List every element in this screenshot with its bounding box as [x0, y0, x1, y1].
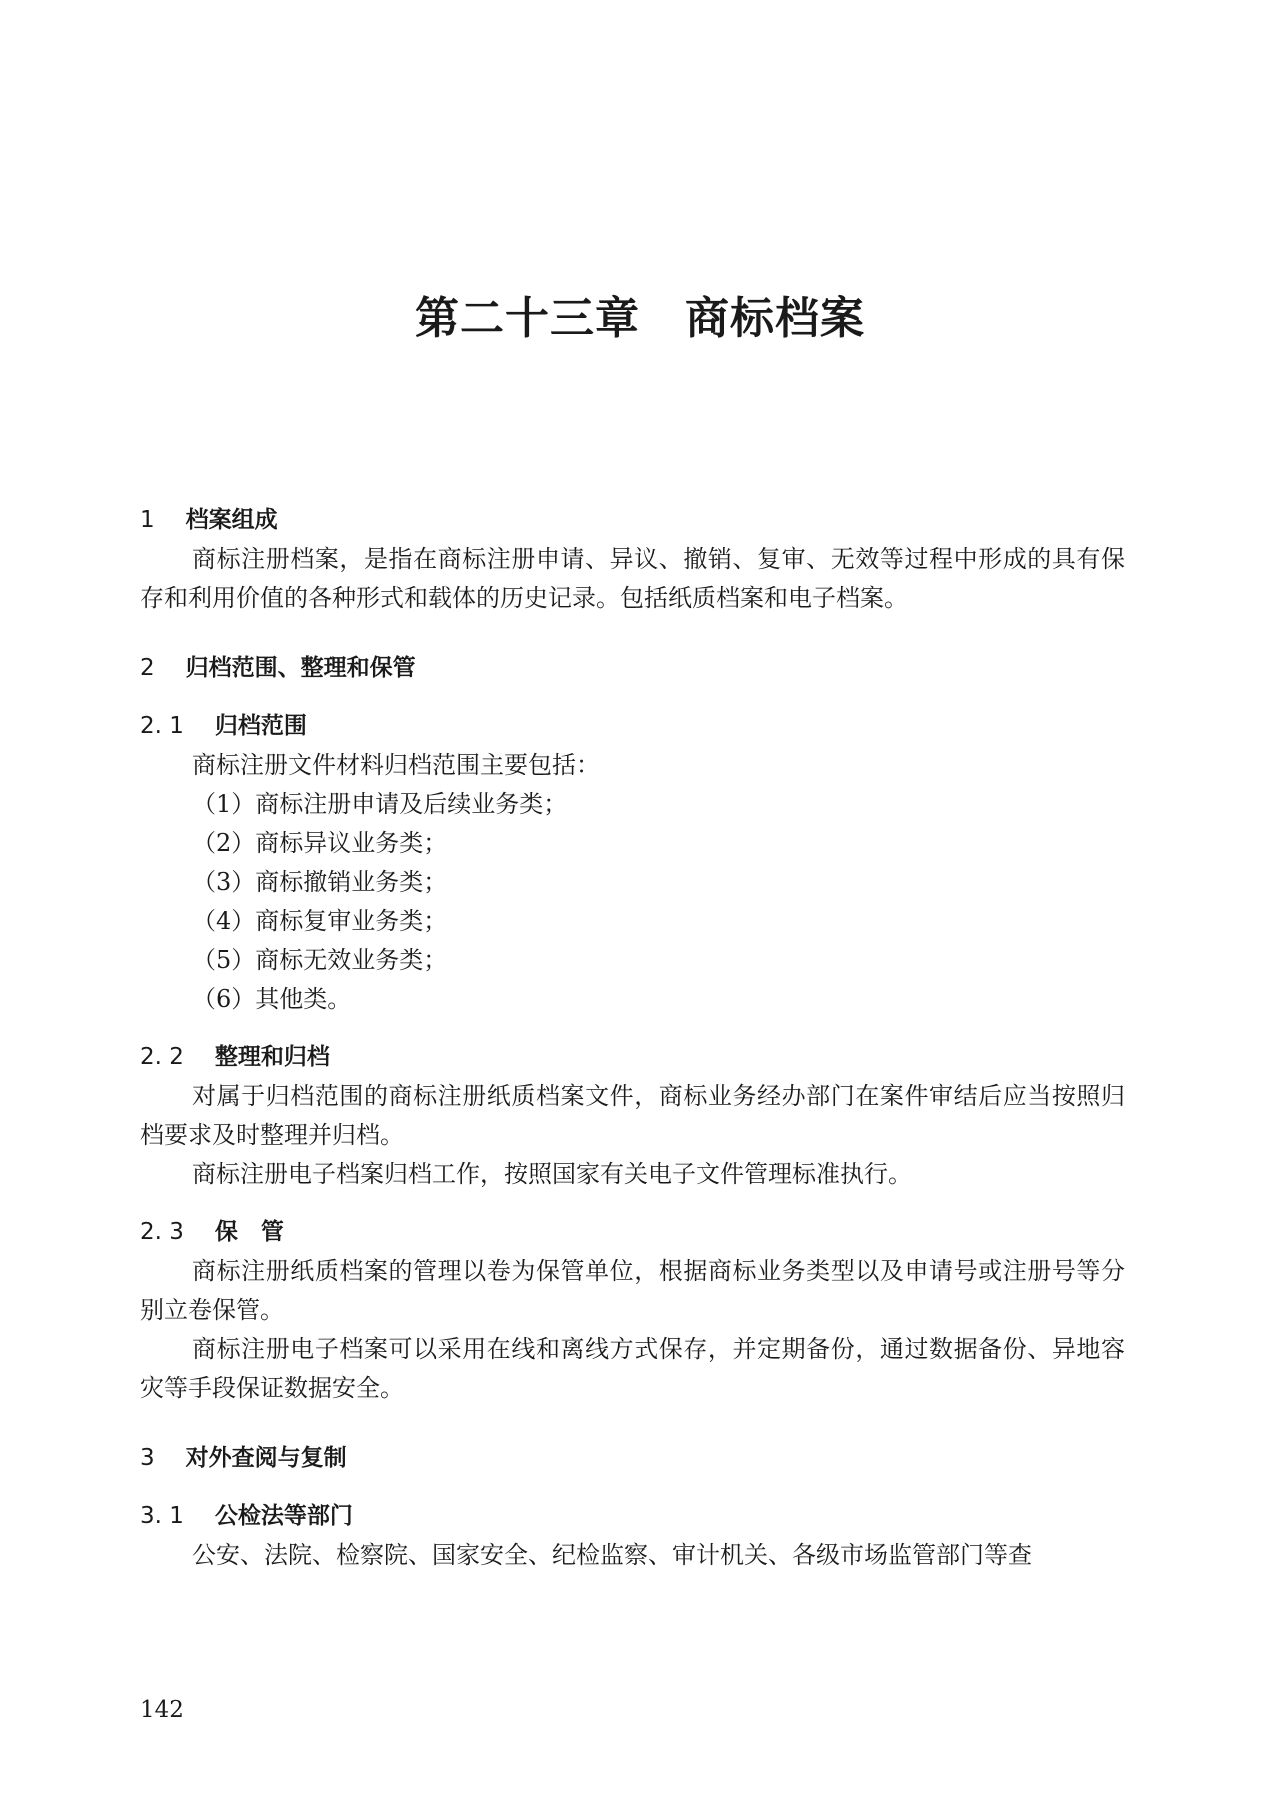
subsection-heading-2-2: [140, 1037, 1125, 1077]
paragraph: 对属于归档范围的商标注册纸质档案文件，商标业务经办部门在案件审结后应当按照归档要求及时整理并归档。: [140, 1082, 1125, 1149]
subsection-title: 保 管: [214, 1219, 284, 1245]
section-number: 1: [140, 507, 155, 533]
list-item: （6）其他类。: [192, 985, 352, 1013]
paragraph: 商标注册电子档案可以采用在线和离线方式保存，并定期备份，通过数据备份、异地容灾等手段保证数据安全。: [140, 1335, 1125, 1402]
subsection-number: 2. 3: [140, 1219, 184, 1245]
page-content: [140, 500, 1125, 1575]
paragraph: 商标注册纸质档案的管理以卷为保管单位，根据商标业务类型以及申请号或注册号等分别立卷保管。: [140, 1257, 1125, 1324]
subsection-number: 2. 1: [140, 713, 184, 739]
list-item: （5）商标无效业务类；: [192, 946, 448, 974]
subsection-title: 整理和归档: [214, 1044, 330, 1070]
paragraph: 商标注册电子档案归档工作，按照国家有关电子文件管理标准执行。: [192, 1160, 912, 1188]
paragraph: 商标注册档案，是指在商标注册申请、异议、撤销、复审、无效等过程中形成的具有保存和利用价值的各种形式和载体的历史记录。包括纸质档案和电子档案。: [140, 545, 1125, 612]
paragraph: 商标注册文件材料归档范围主要包括：: [192, 751, 600, 779]
section-title: 档案组成: [185, 507, 278, 533]
list-item: （3）商标撤销业务类；: [192, 868, 448, 896]
list-item: （2）商标异议业务类；: [192, 829, 448, 857]
subsection-number: 3. 1: [140, 1503, 184, 1529]
subsection-heading-2-3: [140, 1212, 1125, 1252]
section-heading-1: [140, 500, 1125, 540]
section-title: 归档范围、整理和保管: [185, 655, 416, 681]
section-number: 3: [140, 1445, 155, 1471]
section-title: 对外查阅与复制: [185, 1445, 347, 1471]
subsection-heading-2-1: [140, 706, 1125, 746]
subsection-heading-3-1: [140, 1496, 1125, 1536]
section-heading-3: [140, 1438, 1125, 1478]
paragraph: 公安、法院、检察院、国家安全、纪检监察、审计机关、各级市场监管部门等查: [192, 1541, 1032, 1569]
list-item: （4）商标复审业务类；: [192, 907, 448, 935]
list-item: （1）商标注册申请及后续业务类；: [192, 790, 568, 818]
section-number: 2: [140, 655, 155, 681]
section-heading-2: [140, 648, 1125, 688]
chapter-title: 第二十三章 商标档案: [415, 293, 865, 344]
subsection-title: 公检法等部门: [214, 1503, 353, 1529]
subsection-title: 归档范围: [214, 713, 307, 739]
subsection-number: 2. 2: [140, 1044, 184, 1070]
page-number: 142: [140, 1697, 184, 1723]
